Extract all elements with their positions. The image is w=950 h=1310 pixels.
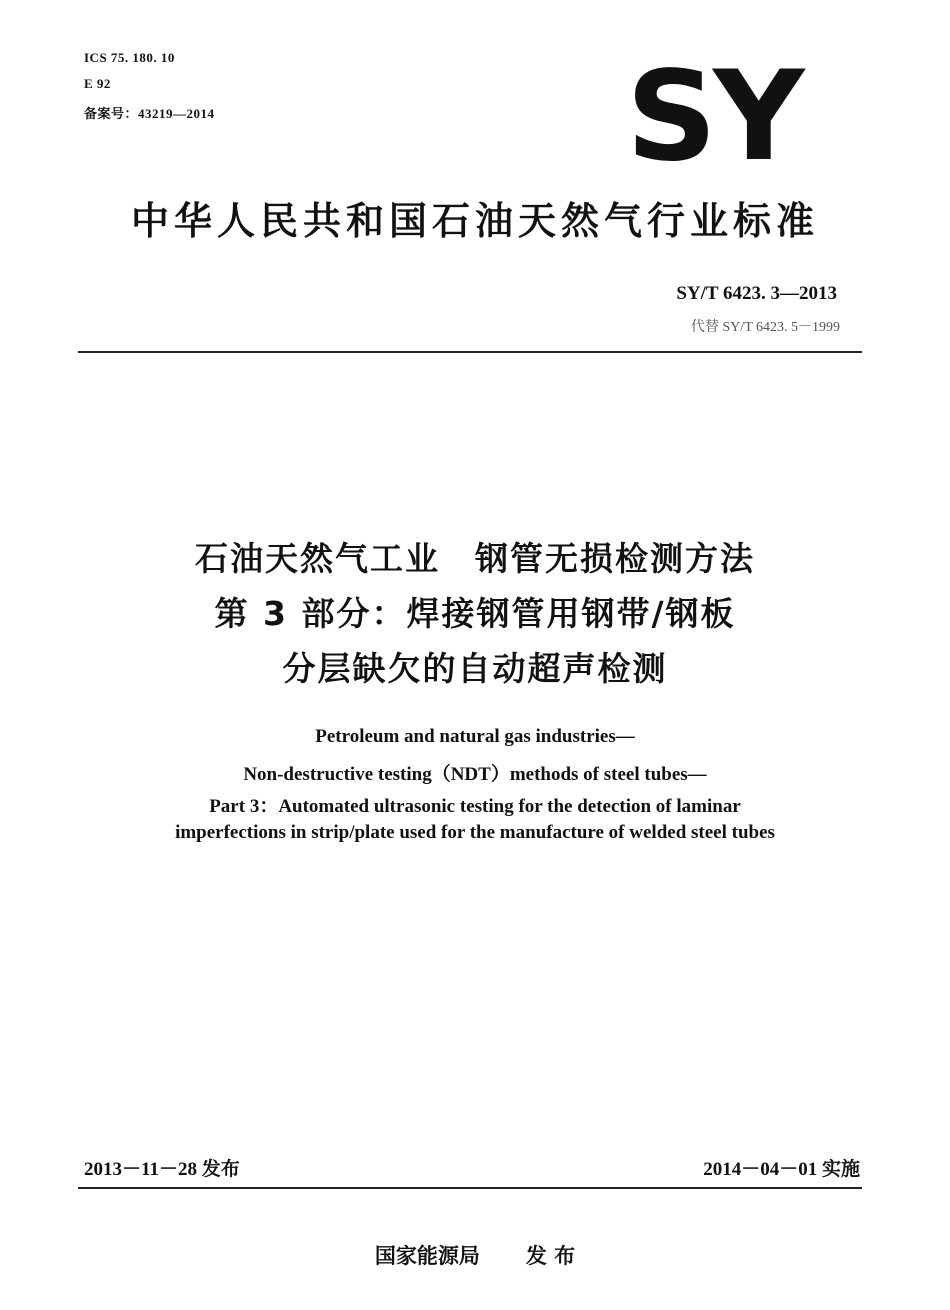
- chinese-title-line-3: 分层缺欠的自动超声检测: [282, 649, 668, 688]
- english-title-line-4: imperfections in strip/plate used for the manufacture of welded steel tubes: [175, 822, 775, 843]
- chinese-title-line-2: 第 3 部分：焊接钢管用钢带/钢板: [214, 594, 736, 633]
- issue-date: 2013－11－28 发布: [84, 1159, 240, 1180]
- english-title-line-2: Non-destructive testing（NDT）methods of steel tubes—: [243, 764, 707, 785]
- ccs-code: E 92: [84, 76, 111, 91]
- bottom-divider: [78, 1187, 862, 1189]
- top-divider: [78, 351, 862, 353]
- issuer-line: [0, 1240, 950, 1270]
- issuer-action: 发 布: [525, 1244, 576, 1268]
- standard-number: SY/T 6423. 3—2013: [676, 283, 837, 304]
- issuer-name: 国家能源局: [374, 1244, 480, 1268]
- chinese-title-line-1: 石油天然气工业 钢管无损检测方法: [195, 539, 755, 578]
- sy-logo: SY: [626, 45, 801, 189]
- english-title-line-1: Petroleum and natural gas industries—: [315, 726, 635, 747]
- replaces-standard: 代替 SY/T 6423. 5－1999: [690, 320, 840, 335]
- implementation-date: 2014－04－01 实施: [703, 1159, 860, 1180]
- ics-code: ICS 75. 180. 10: [84, 50, 175, 65]
- standard-category-heading: 中华人民共和国石油天然气行业标准: [130, 199, 819, 243]
- english-title-line-3: Part 3：Automated ultrasonic testing for the detection of laminar: [209, 796, 741, 817]
- filing-number: 备案号：43219—2014: [84, 106, 215, 121]
